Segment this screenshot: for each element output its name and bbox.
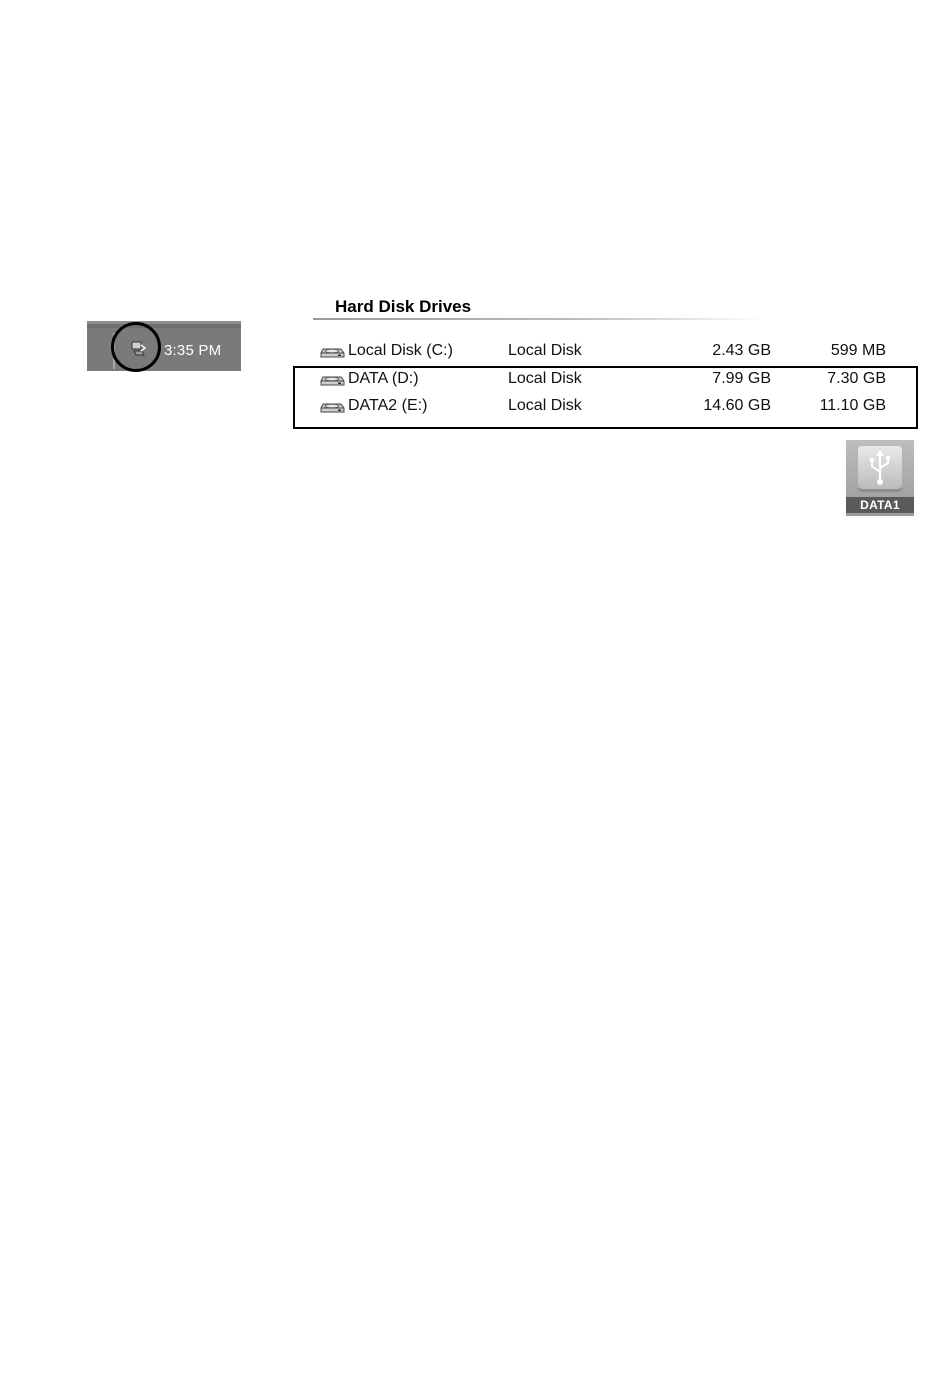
drive-total-size: 14.60 GB (703, 397, 771, 414)
usb-drive-desktop-icon[interactable] (846, 440, 914, 516)
drive-type: Local Disk (508, 397, 582, 414)
drive-free-space: 599 MB (830, 342, 886, 359)
highlight-box (293, 366, 918, 429)
drive-total-size: 7.99 GB (712, 370, 771, 387)
drive-free-space: 11.10 GB (819, 397, 886, 414)
drive-free-space: 7.30 GB (827, 370, 886, 387)
drive-type: Local Disk (508, 370, 582, 387)
section-title: Hard Disk Drives (335, 297, 472, 316)
drive-name: DATA2 (E:) (348, 397, 428, 414)
highlight-circle (111, 322, 161, 372)
usb-drive-icon (858, 446, 902, 492)
usb-drive-label: DATA1 (846, 497, 914, 513)
drive-name: Local Disk (C:) (348, 342, 453, 359)
drive-name: DATA (D:) (348, 370, 419, 387)
hard-drive-icon (320, 345, 346, 359)
usb-drive-body (858, 446, 902, 492)
tray-clock[interactable]: 3:35 PM (164, 342, 222, 359)
section-divider (313, 318, 765, 320)
drive-total-size: 2.43 GB (712, 342, 771, 359)
drive-type: Local Disk (508, 342, 582, 359)
